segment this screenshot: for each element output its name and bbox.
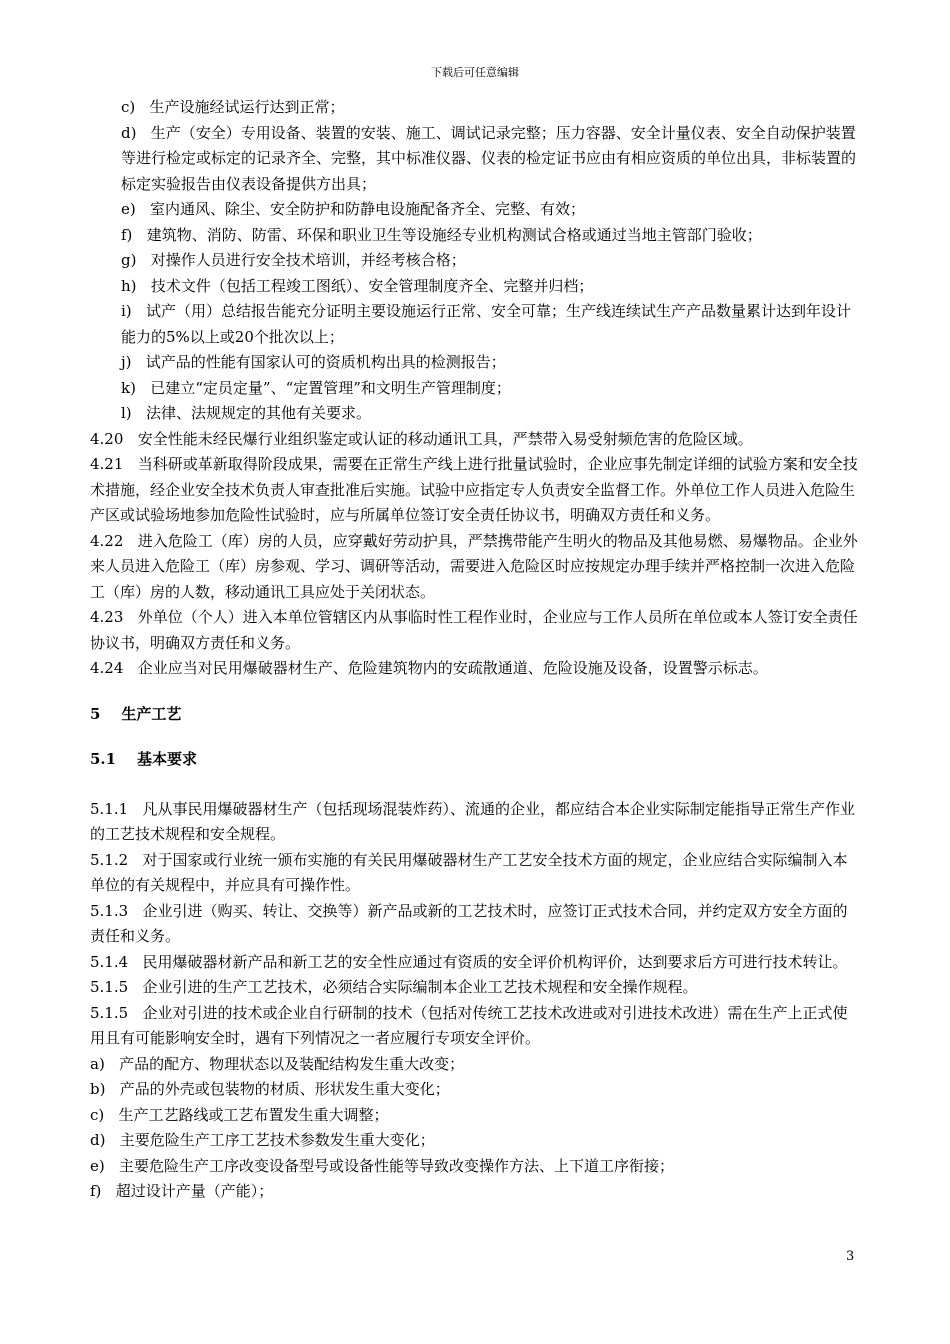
clause-paragraph: 5.1.5 企业引进的生产工艺技术，必须结合实际编制本企业工艺技术规程和安全操作规程。 [90, 978, 698, 996]
list-item: c) 生产设施经试运行达到正常； [121, 98, 345, 116]
document-body [90, 95, 860, 1205]
list-item: a) 产品的配方、物理状态以及装配结构发生重大改变； [90, 1054, 465, 1073]
list-item: k) 已建立“定员定量”、“定置管理”和文明生产管理制度； [121, 378, 511, 397]
clause-paragraph: 5.1.3 企业引进（购买、转让、交换等）新产品或新的工艺技术时，应签订正式技术合同，并约定双方安全方面的责任和义务。 [90, 901, 848, 945]
clause-paragraph: 4.22 进入危险工（库）房的人员，应穿戴好劳动护具，严禁携带能产生明火的物品及其他易燃、易爆物品。企业外来人员进入危险工（库）房参观、学习、调研等活动，需要进入危险区时应按规定办理手续并严格控制一次进入危险工（库）房的人数，移动通讯工具应处于关闭状态。 [90, 531, 858, 601]
section-heading: 5 生产工艺 [90, 704, 182, 723]
subsection-heading: 5.1 基本要求 [90, 750, 197, 768]
list-item: f) 建筑物、消防、防雷、环保和职业卫生等设施经专业机构测试合格或通过当地主管部门验收； [121, 225, 762, 244]
clause-paragraph: 5.1.2 对于国家或行业统一颁布实施的有关民用爆破器材生产工艺安全技术方面的规定，企业应结合实际编制入本单位的有关规程中，并应具有可操作性。 [90, 850, 848, 894]
clause-paragraph: 4.23 外单位（个人）进入本单位管辖区内从事临时性工程作业时，企业应与工作人员所在单位或本人签订安全责任协议书，明确双方责任和义务。 [90, 608, 858, 652]
list-item: d) 主要危险生产工序工艺技术参数发生重大变化； [90, 1131, 435, 1149]
list-item: g) 对操作人员进行安全技术培训，并经考核合格； [121, 251, 466, 269]
page-number: 3 [846, 1249, 855, 1264]
list-item: i) 试产（用）总结报告能充分证明主要设施运行正常、安全可靠；生产线连续试生产产品数量累计达到年设计能力的5%以上或20个批次以上； [121, 302, 851, 346]
clause-paragraph: 4.24 企业应当对民用爆破器材生产、危险建筑物内的安疏散通道、危险设施及设备，设置警示标志。 [90, 659, 768, 677]
clause-paragraph: 5.1.5 企业对引进的技术或企业自行研制的技术（包括对传统工艺技术改进或对引进技术改进）需在生产上正式使用且有可能影响安全时，遇有下列情况之一者应履行专项安全评价。 [90, 1003, 848, 1047]
list-item: d) 生产（安全）专用设备、装置的安装、施工、调试记录完整；压力容器、安全计量仪表、安全自动保护装置等进行检定或标定的记录齐全、完整，其中标准仪器、仪表的检定证书应由有相应资质的单位出具，非标装置的标定实验报告由仪表设备提供方出具； [121, 123, 857, 193]
clause-paragraph: 5.1.4 民用爆破器材新产品和新工艺的安全性应通过有资质的安全评价机构评价，达到要求后方可进行技术转让。 [90, 952, 848, 971]
list-item: l) 法律、法规规定的其他有关要求。 [121, 404, 371, 422]
clause-paragraph: 4.21 当科研或革新取得阶段成果，需要在正常生产线上进行批量试验时，企业应事先制定详细的试验方案和安全技术措施，经企业安全技术负责人审查批准后实施。试验中应指定专人负责安全监督工作。外单位工作人员进入危险生产区或试验场地参加危险性试验时，应与所属单位签订安全责任协议书，明确双方责任和义务。 [90, 455, 858, 524]
clause-paragraph: 5.1.1 凡从事民用爆破器材生产（包括现场混装炸药）、流通的企业，都应结合本企业实际制定能指导正常生产作业的工艺技术规程和安全规程。 [90, 799, 855, 843]
page-header: 下载后可任意编辑 [431, 66, 519, 79]
clause-paragraph: 4.20 安全性能未经民爆行业组织鉴定或认证的移动通讯工具，严禁带入易受射频危害的危险区域。 [90, 429, 753, 448]
list-item: j) 试产品的性能有国家认可的资质机构出具的检测报告； [121, 353, 506, 371]
list-item: e) 主要危险生产工序改变设备型号或设备性能等导致改变操作方法、上下道工序衔接； [90, 1156, 675, 1175]
list-item: h) 技术文件（包括工程竣工图纸）、安全管理制度齐全、完整并归档； [121, 276, 594, 295]
list-item: b) 产品的外壳或包装物的材质、形状发生重大变化； [90, 1080, 450, 1098]
list-item: e) 室内通风、除尘、安全防护和防静电设施配备齐全、完整、有效； [121, 200, 586, 218]
list-item: c) 生产工艺路线或工艺布置发生重大调整； [90, 1105, 389, 1124]
list-item: f) 超过设计产量（产能）； [90, 1182, 274, 1200]
